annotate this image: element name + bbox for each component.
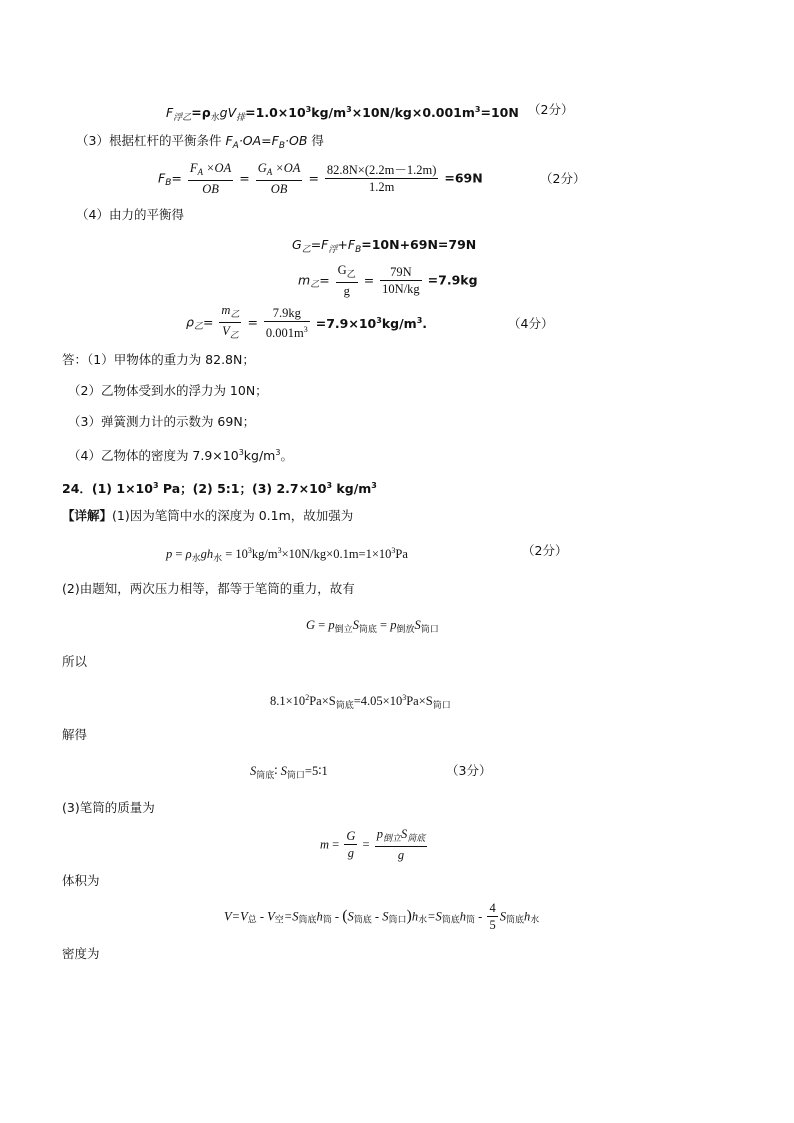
fraction: $\frac{G}{g}$ (346, 829, 356, 860)
density-yi-equation: $\rho_乙=$ $\frac{m_乙}{V_乙}$ = $\frac{7.9kg}{0.001m^3}$ $=7.9\times 10^3kg/m^3$. (186, 302, 427, 343)
fb-equation: $F_B=$ $\frac{F_A \times OA}{OB}$ = $\frac{G_A \times OA}{OB}$ = $\frac{82.8N\times(2.2m-1.2m)}{1.2m}$ =69N (158, 161, 483, 196)
jiede-text: 解得 (62, 727, 88, 742)
section-2-text: (2)由题知，两次压力相等，都等于笔筒的重力，故有 (62, 581, 355, 596)
suoyi-text: 所以 (62, 654, 88, 669)
q24-answer: 24．(1) $1\times 10^3$ Pa；(2) 5:1；(3) $2.7\times 10^3$ $kg/m^3$ (62, 481, 377, 496)
score-mark: （2分） (522, 543, 568, 558)
score-mark: （4分） (508, 316, 554, 331)
answer-line-2: （2）乙物体受到水的浮力为 10N； (68, 383, 268, 398)
fraction: $\frac{82.8N\times(2.2m-1.2m)}{1.2m}$ (326, 163, 437, 194)
fraction: $\frac{m_乙}{V_乙}$ (221, 303, 240, 340)
tiji-text: 体积为 (62, 873, 100, 888)
score-mark: （2分） (528, 102, 574, 117)
float-force-equation: $F_{浮乙}=\rho_水gV_排=1.0\times 10^3kg/m^3\times 10N/kg\times 0.001m^3=10N$ (166, 105, 519, 123)
fraction: $\frac{4}{5}$ (489, 901, 496, 932)
volume-equation: $V=V_总 - V_空=S_{筒底}h_筒 - (S_{筒底} - S_{筒口})h_水=S_{筒底}h_筒$ - $\frac{4}{5}$ $S_{筒底}h_水$ (224, 901, 540, 932)
detail-line: 【详解】(1)因为笔筒中水的深度为 0.1m，故加强为 (62, 508, 354, 523)
score-mark: （3分） (446, 763, 492, 778)
score-mark: （2分） (540, 171, 586, 186)
fraction: $\frac{F_A \times OA}{OB}$ (189, 161, 232, 196)
gravity-yi-equation: $G_乙=F_浮+F_B=10N+69N=79N$ (292, 237, 477, 255)
area-ratio-equation: $S_{筒底}∶$ $S_{筒口}=5∶1$ (250, 764, 328, 780)
lever-balance-text: （3）根据杠杆的平衡条件 $F_A\cdot OA=F_B\cdot OB$ 得 (76, 133, 324, 151)
fraction: $\frac{G_乙}{g}$ (337, 263, 356, 298)
pressure-area-equation: $8.1\times 10^2Pa\times S_{筒底}=4.05\times 10^3Pa\times S_{筒口}$ (270, 693, 451, 710)
pressure-equation: $p = \rho_水gh_水 = 10^3kg/m^3\times 10N/kg\times 0.1m=1\times 10^3Pa$ (166, 546, 408, 563)
fraction: $\frac{G_A \times OA}{OB}$ (257, 161, 301, 196)
midu-text: 密度为 (62, 946, 100, 961)
fraction: $\frac{79N}{10N/kg}$ (382, 265, 420, 296)
answer-line-1: 答：（1）甲物体的重力为 82.8N； (62, 352, 255, 367)
answer-line-3: （3）弹簧测力计的示数为 69N； (68, 414, 256, 429)
mass-yi-equation: $m_乙=$ $\frac{G_乙}{g}$ = $\frac{79N}{10N/kg}$ =7.9kg (298, 263, 478, 298)
fraction: $\frac{7.9kg}{0.001m^3}$ (265, 305, 308, 340)
force-balance-text: （4）由力的平衡得 (76, 207, 184, 222)
answer-line-4: （4）乙物体的密度为 $7.9\times 10^3kg/m^3$。 (68, 448, 293, 463)
mass-equation: m = $\frac{G}{g}$ = $\frac{p_{倒立}S_{筒底}}{g}$ (320, 827, 426, 862)
gravity-equation: $G = p_{倒立}S_{筒底} = p_{倒放}S_{筒口}$ (306, 618, 439, 634)
section-3-text: (3)笔筒的质量为 (62, 800, 155, 815)
fraction: $\frac{p_{倒立}S_{筒底}}{g}$ (376, 827, 426, 862)
